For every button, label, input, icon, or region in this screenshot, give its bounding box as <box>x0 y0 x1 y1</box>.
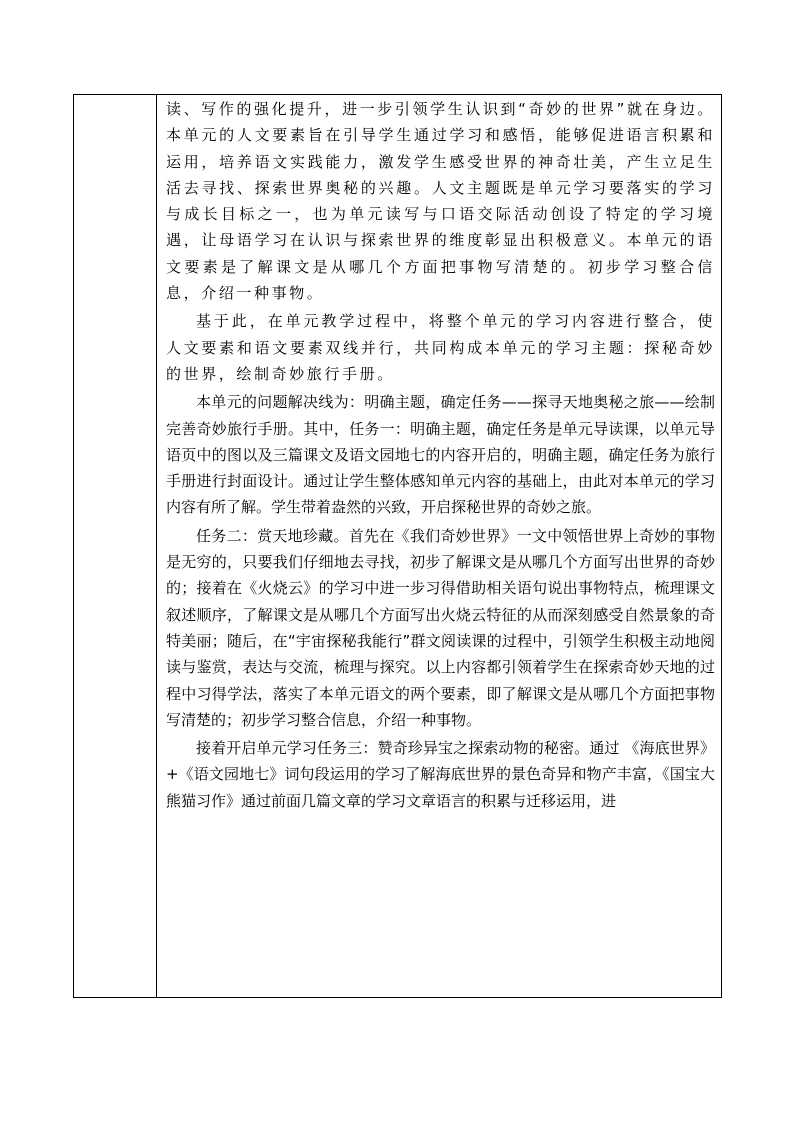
document-table <box>73 94 722 998</box>
paragraph-humanistic-elements: 读、写作的强化提升，进一步引领学生认识到“奇妙的世界”就在身边。本单元的人文要素旨在引导学生通过学习和感悟，能够促进语言积累和运用，培养语文实践能力，激发学生感受世界的神奇壮美，产生立足生活去寻找、探索世界奥秘的兴趣。人文主题既是单元学习要落实的学习与成长目标之一，也为单元读写与口语交际活动创设了特定的学习境遇，让母语学习在认识与探索世界的维度彰显出积极意义。本单元的语文要素是了解课文是从哪几个方面把事物写清楚的。初步学习整合信息，介绍一种事物。 <box>166 100 715 303</box>
table-row <box>74 95 722 998</box>
paragraph-task-two: 任务二：赏天地珍藏。首先在《我们奇妙世界》一文中领悟世界上奇妙的事物是无穷的，只要我们仔细地去寻找，初步了解课文是从哪几个方面写出世界的奇妙的；接着在《火烧云》的学习中进一步习得借助相关语句说出事物特点，梳理课文叙述顺序，了解课文是从哪几个方面写出火烧云特征的从而深刻感受自然景象的奇特美丽；随后，在“宇宙探秘我能行”群文阅读课的过程中，引领学生积极主动地阅读与鉴赏，表达与交流，梳理与探究。以上内容都引领着学生在探索奇妙天地的过程中习得学法，落实了本单元语文的两个要素，即了解课文是从哪几个方面把事物写清楚的；初步学习整合信息，介绍一种事物。 <box>166 526 715 729</box>
paragraph-problem-line: 本单元的问题解决线为：明确主题，确定任务——探寻天地奥秘之旅——绘制完善奇妙旅行手册。其中，任务一：明确主题，确定任务是单元导读课，以单元导语页中的图以及三篇课文及语文园地七的内容开启的，明确主题，确定任务为旅行手册进行封面设计。通过让学生整体感知单元内容的基础上，由此对本单元的学习内容有所了解。学生带着盎然的兴致，开启探秘世界的奇妙之旅。 <box>166 393 715 517</box>
paragraph-task-three: 接着开启单元学习任务三：赞奇珍异宝之探索动物的秘密。通过 《海底世界》+《语文园地七》词句段运用的学习了解海底世界的景色奇异和物产丰富，《国宝大熊猫习作》通过前面几篇文章的学习文章语言的积累与迁移运用，进 <box>166 739 715 810</box>
paragraph-integration: 基于此，在单元教学过程中，将整个单元的学习内容进行整合，使人文要素和语文要素双线并行，共同构成本单元的学习主题：探秘奇妙的世界，绘制奇妙旅行手册。 <box>166 312 715 383</box>
label-cell <box>74 95 157 998</box>
content-cell <box>157 95 722 998</box>
